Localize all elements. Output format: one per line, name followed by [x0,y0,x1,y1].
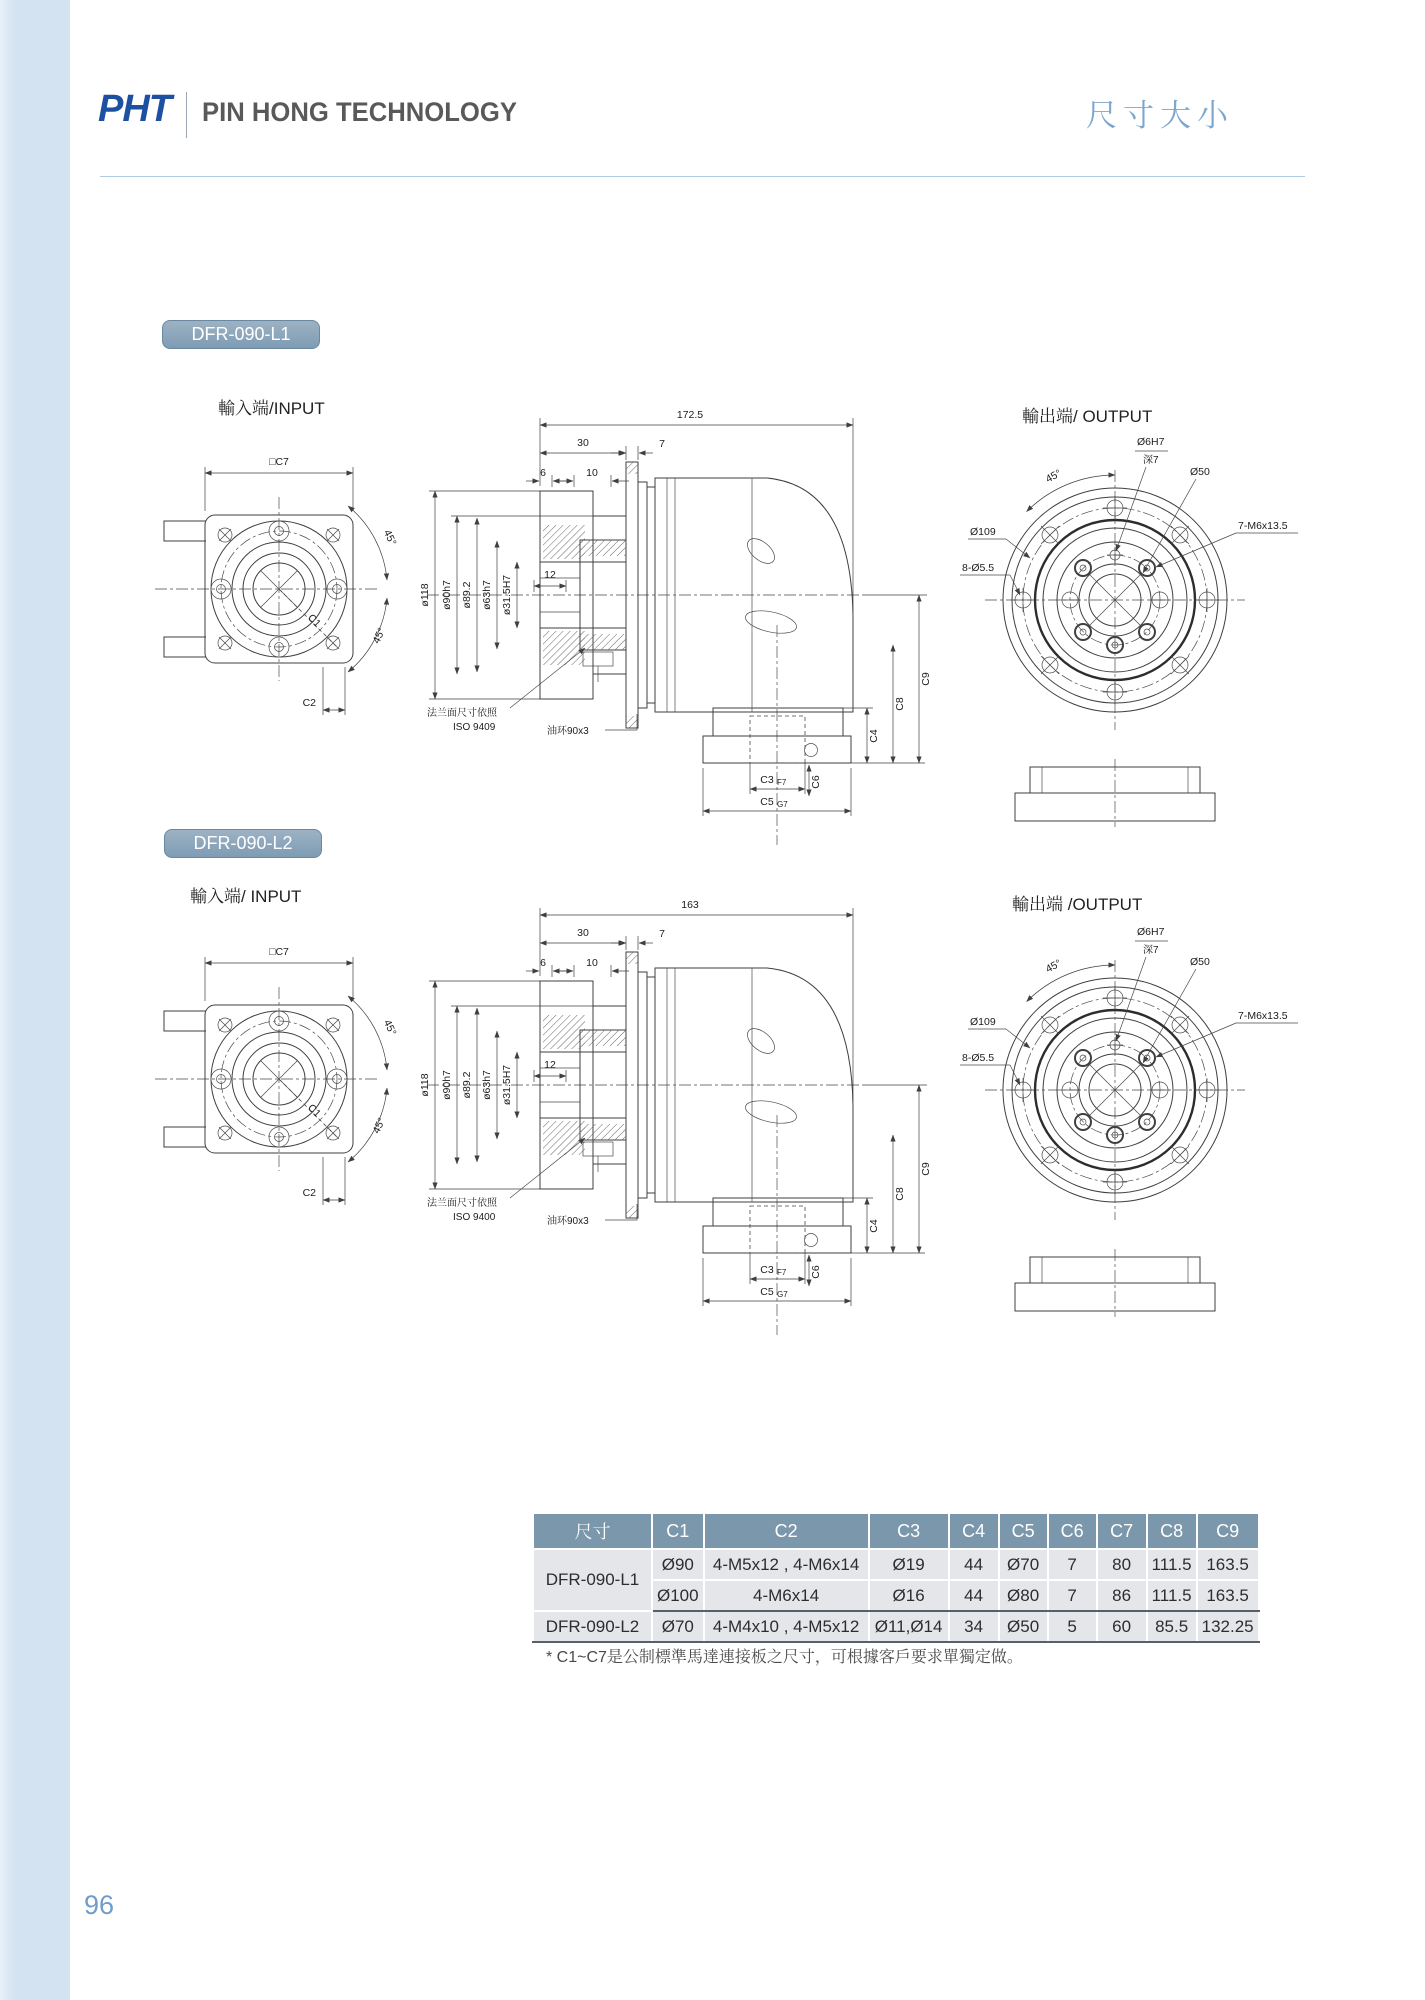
cell: Ø19 [869,1549,949,1580]
cell: 86 [1097,1580,1147,1611]
cell: 44 [949,1580,999,1611]
l2-side-geometry [427,952,863,1335]
l2-input-geometry [155,987,377,1171]
cell: 4-M4x10 , 4-M5x12 [704,1611,869,1642]
cell: 7 [1048,1549,1097,1580]
cell: Ø100 [652,1580,704,1611]
dim-bolts: 8-Ø5.5 [962,562,995,574]
l1-side-geometry [427,462,863,845]
cell: 111.5 [1147,1580,1197,1611]
l1-output-geometry [985,470,1245,730]
l2-side-dimensions [419,899,932,1306]
dim-7: 7 [659,928,665,940]
cell: 60 [1097,1611,1147,1642]
col-header-c5: C5 [999,1513,1048,1549]
dim-c9: C9 [920,1162,932,1176]
model-cell-l1: DFR-090-L1 [533,1549,652,1611]
model-cell-l2: DFR-090-L2 [533,1611,652,1642]
model-badge-dfr-090-l1: DFR-090-L1 [162,320,320,349]
cell: 7 [1048,1580,1097,1611]
flange-note-line2: ISO 9409 [453,722,496,733]
dim-6: 6 [540,957,546,969]
dim-dia50: Ø50 [1190,956,1210,968]
dim-c6: C6 [810,1265,822,1279]
l1-output-base [1015,759,1215,827]
dim-45: 45° [1043,467,1064,486]
dimensions-table [532,1512,1260,1643]
dim-45-upper: 45° [380,527,399,548]
dim-7: 7 [659,438,665,450]
dim-c8: C8 [894,697,906,711]
input-label-l2: 輸入端/ INPUT [190,887,302,906]
l1-side-dimensions [419,409,932,816]
dim-square-c7: □C7 [269,946,289,958]
header-divider [100,176,1305,177]
cell: Ø16 [869,1580,949,1611]
l1-side-view-drawing [415,390,995,860]
dim-taps: 7-M6x13.5 [1238,1010,1288,1022]
dim-dia6h7: Ø6H7 [1137,436,1165,448]
col-header-c8: C8 [1147,1513,1197,1549]
cell: Ø50 [999,1611,1048,1642]
output-label-l2: 輸出端 /OUTPUT [1012,895,1143,914]
page-number: 96 [84,1890,115,1920]
dim-10: 10 [586,957,598,969]
pht-logo: PHT [98,88,171,130]
table-footnote: * C1~C7是公制標準馬達連接板之尺寸，可根據客戶要求單獨定做。 [546,1649,1023,1666]
dim-45-upper: 45° [380,1017,399,1038]
dim-c1: C1 [305,611,324,630]
cell: 163.5 [1197,1549,1259,1580]
l2-output-geometry [985,960,1245,1220]
l1-input-view-drawing [140,415,440,735]
cell: Ø70 [999,1549,1048,1580]
dim-dia50: Ø50 [1190,466,1210,478]
dim-dia31: ø31.5H7 [501,574,513,616]
dim-30: 30 [577,927,589,939]
dim-12: 12 [544,1059,556,1071]
col-header-c4: C4 [949,1513,999,1549]
flange-note-line1: 法兰面尺寸依照 [427,1198,497,1209]
dim-c3-fit: F7 [777,778,787,787]
col-header-c6: C6 [1048,1513,1097,1549]
page-title: 尺寸大小 [1086,98,1234,133]
cell: Ø11,Ø14 [869,1611,949,1642]
dim-total-length: 172.5 [676,409,704,421]
l2-output-view-drawing [950,905,1300,1325]
cell: Ø90 [652,1549,704,1580]
table-row-l2 [533,1611,1259,1642]
oil-ring-note: 油环90x3 [547,1216,589,1227]
l2-input-view-drawing [140,905,440,1225]
l2-output-dimensions [960,926,1298,1085]
cell: 132.25 [1197,1611,1259,1642]
cell: 80 [1097,1549,1147,1580]
cell: 4-M5x12 , 4-M6x14 [704,1549,869,1580]
flange-note-line1: 法兰面尺寸依照 [427,708,497,719]
dim-dia118: ø118 [419,1073,431,1097]
dim-45-lower: 45° [370,1115,389,1136]
cell: 34 [949,1611,999,1642]
l1-input-dimensions [205,456,399,715]
dim-square-c7: □C7 [269,456,289,468]
l1-output-view-drawing [950,415,1300,835]
cell: 85.5 [1147,1611,1197,1642]
cell: 5 [1048,1611,1097,1642]
l1-output-dimensions [960,436,1298,595]
flange-note-line2: ISO 9400 [453,1212,496,1223]
dim-total-length: 163 [681,899,699,911]
dim-c3: C3 [760,1264,774,1276]
cell: 4-M6x14 [704,1580,869,1611]
l1-input-geometry [155,497,377,681]
model-badge-dfr-090-l2: DFR-090-L2 [164,829,322,858]
dim-45-lower: 45° [370,625,389,646]
company-name: PIN HONG TECHNOLOGY [202,97,517,127]
cell: 44 [949,1549,999,1580]
dim-c2: C2 [302,1187,316,1199]
dim-taps: 7-M6x13.5 [1238,520,1288,532]
dim-c5: C5 [760,1286,774,1298]
cell: 111.5 [1147,1549,1197,1580]
dim-10: 10 [586,467,598,479]
dim-c5-fit: G7 [777,1290,788,1299]
dim-dia6h7: Ø6H7 [1137,926,1165,938]
col-header-size: 尺寸 [533,1513,652,1549]
dim-dia109: Ø109 [970,1016,996,1028]
dim-dia89: ø89.2 [461,1071,473,1099]
dim-dia118: ø118 [419,583,431,607]
dim-30: 30 [577,437,589,449]
dim-dia89: ø89.2 [461,581,473,609]
dim-dia31: ø31.5H7 [501,1064,513,1106]
dim-c5: C5 [760,796,774,808]
dim-6: 6 [540,467,546,479]
dim-c1: C1 [305,1101,324,1120]
dim-c3: C3 [760,774,774,786]
col-header-c1: C1 [652,1513,704,1549]
l2-input-dimensions [205,946,399,1205]
dim-dia63h7: ø63h7 [481,580,493,610]
dim-dia63h7: ø63h7 [481,1070,493,1100]
dim-12: 12 [544,569,556,581]
dim-c4: C4 [868,1219,880,1233]
dim-45: 45° [1043,957,1064,976]
dim-c6: C6 [810,775,822,789]
cell: 163.5 [1197,1580,1259,1611]
dim-c2: C2 [302,697,316,709]
dim-c5-fit: G7 [777,800,788,809]
dim-depth7: 深7 [1143,945,1159,956]
col-header-c3: C3 [869,1513,949,1549]
dim-dia109: Ø109 [970,526,996,538]
output-label-l1: 輸出端/ OUTPUT [1022,407,1153,426]
left-accent-bar [0,0,70,2000]
dim-dia90h7: ø90h7 [441,580,453,610]
col-header-c2: C2 [704,1513,869,1549]
logo-divider [186,92,187,138]
input-label-l1: 輸入端/INPUT [218,399,325,418]
dim-c3-fit: F7 [777,1268,787,1277]
cell: Ø70 [652,1611,704,1642]
col-header-c9: C9 [1197,1513,1259,1549]
dim-c8: C8 [894,1187,906,1201]
table-header-row [533,1513,1259,1549]
oil-ring-note: 油环90x3 [547,726,589,737]
dim-bolts: 8-Ø5.5 [962,1052,995,1064]
table-row-l1-a [533,1549,1259,1580]
col-header-c7: C7 [1097,1513,1147,1549]
dim-depth7: 深7 [1143,455,1159,466]
dim-dia90h7: ø90h7 [441,1070,453,1100]
dim-c9: C9 [920,672,932,686]
l2-side-view-drawing [415,880,995,1350]
l2-output-base [1015,1249,1215,1317]
cell: Ø80 [999,1580,1048,1611]
dim-c4: C4 [868,729,880,743]
